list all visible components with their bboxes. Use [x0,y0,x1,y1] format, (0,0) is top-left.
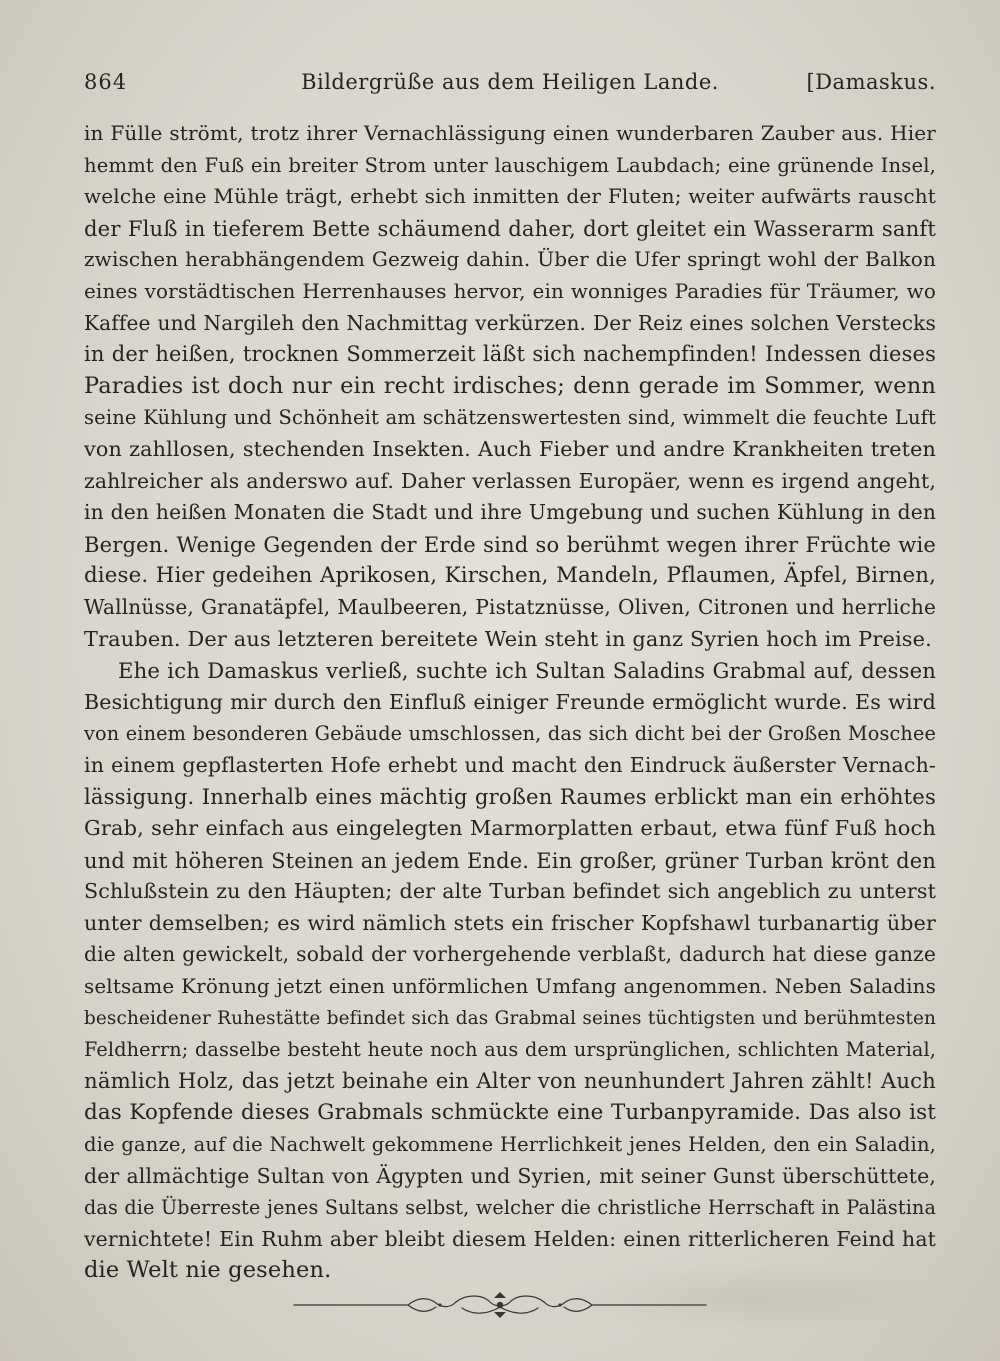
text-line: Paradies ist doch nur ein recht irdisches; denn gerade im Sommer, wenn [84,372,936,399]
text-line: der allmächtige Sultan von Ägypten und Syrien, mit seiner Gunst überschüttete, [84,1163,936,1188]
text-line: von zahllosen, stechenden Insekten. Auch Fieber und andre Krankheiten treten [84,436,936,461]
text-line: von einem besonderen Gebäude umschlossen, das sich dicht bei der Großen Moschee [84,722,936,746]
ornament-divider-icon [290,1288,710,1322]
body-text [84,118,936,1287]
page-header [84,62,936,102]
text-line: der Fluß in tieferem Bette schäumend daher, dort gleitet ein Wasserarm sanft [84,215,936,241]
text-line: lässigung. Innerhalb eines mächtig großen Raumes erblickt man ein erhöhtes [84,784,936,810]
text-line: Besichtigung mir durch den Einfluß einiger Freunde ermöglicht wurde. Es wird [84,689,936,714]
text-line: eines vorstädtischen Herrenhauses hervor, ein wonniges Paradies für Träumer, wo [84,279,936,303]
text-line: diese. Hier gedeihen Aprikosen, Kirschen, Mandeln, Pflaumen, Äpfel, Birnen, [84,563,936,589]
text-line: Wallnüsse, Granatäpfel, Maulbeeren, Pistatznüsse, Oliven, Citronen und herrliche [84,594,936,619]
text-line: zahlreicher als anderswo auf. Daher verlassen Europäer, wenn es irgend angeht, [84,468,936,493]
paragraph-start-line: Ehe ich Damaskus verließ, suchte ich Sultan Saladins Grabmal auf, dessen [118,658,936,684]
running-title: Bildergrüße aus dem Heiligen Lande. [301,70,719,94]
text-line: seine Kühlung und Schönheit am schätzenswertesten sind, wimmelt die feuchte Luft [84,406,936,430]
text-line: in der heißen, trocknen Sommerzeit läßt sich nachempfinden! Indessen dieses [84,342,936,367]
text-line: in einem gepflasterten Hofe erhebt und macht den Eindruck äußerster Vernach- [84,752,936,777]
text-line: Schlußstein zu den Häupten; der alte Turban befindet sich angeblich zu unterst [84,879,936,904]
text-line: bescheidener Ruhestätte befindet sich das Grabmal seines tüchtigsten und berühmtesten [84,1007,936,1029]
text-line: hemmt den Fuß ein breiter Strom unter lauschigem Laubdach; eine grünende Insel, [84,153,936,177]
text-line: in den heißen Monaten die Stadt und ihre Umgebung und suchen Kühlung in den [84,500,936,525]
text-line: welche eine Mühle trägt, erhebt sich inmitten der Fluten; weiter aufwärts rauscht [84,184,936,209]
text-line: Trauben. Der aus letzteren bereitete Wein steht in ganz Syrien hoch im Preise. [84,626,932,651]
text-line: Kaffee und Nargileh den Nachmittag verkürzen. Der Reiz eines solchen Verstecks [84,310,936,335]
text-line: die ganze, auf die Nachwelt gekommene Herrlichkeit jenes Helden, den ein Saladin, [84,1133,936,1156]
text-line: Bergen. Wenige Gegenden der Erde sind so berühmt wegen ihrer Früchte wie [84,531,936,557]
text-line: zwischen herabhängendem Gezweig dahin. Über die Ufer springt wohl der Balkon [84,247,936,272]
text-line: die Welt nie gesehen. [84,1257,332,1284]
text-line: unter demselben; es wird nämlich stets ein frischer Kopfshawl turbanartig über [84,910,936,935]
text-line: das die Überreste jenes Sultans selbst, welcher die christliche Herrschaft in Palästina [84,1196,936,1220]
text-line: die alten gewickelt, sobald der vorhergehende verblaßt, dadurch hat diese ganze [84,942,936,967]
text-line: in Fülle strömt, trotz ihrer Vernachlässigung einen wunderbaren Zauber aus. Hier [84,121,936,145]
section-tag: [Damaskus. [806,70,936,94]
text-line: Grab, sehr einfach aus eingelegten Marmorplatten erbaut, etwa fünf Fuß hoch [84,816,936,841]
text-line: Feldherrn; dasselbe besteht heute noch aus dem ursprünglichen, schlichten Material, [84,1038,936,1062]
page-number: 864 [84,70,128,94]
text-line: nämlich Holz, das jetzt beinahe ein Alter von neunhundert Jahren zählt! Auch [84,1068,936,1094]
text-line: seltsame Krönung jetzt einen unförmlichen Umfang angenommen. Neben Saladins [84,975,936,999]
text-line: das Kopfende dieses Grabmals schmückte eine Turbanpyramide. Das also ist [84,1100,936,1126]
text-line: vernichtete! Ein Ruhm aber bleibt diesem Helden: einen ritterlicheren Feind hat [84,1226,936,1251]
text-line: und mit höheren Steinen an jedem Ende. Ein großer, grüner Turban krönt den [84,847,936,873]
